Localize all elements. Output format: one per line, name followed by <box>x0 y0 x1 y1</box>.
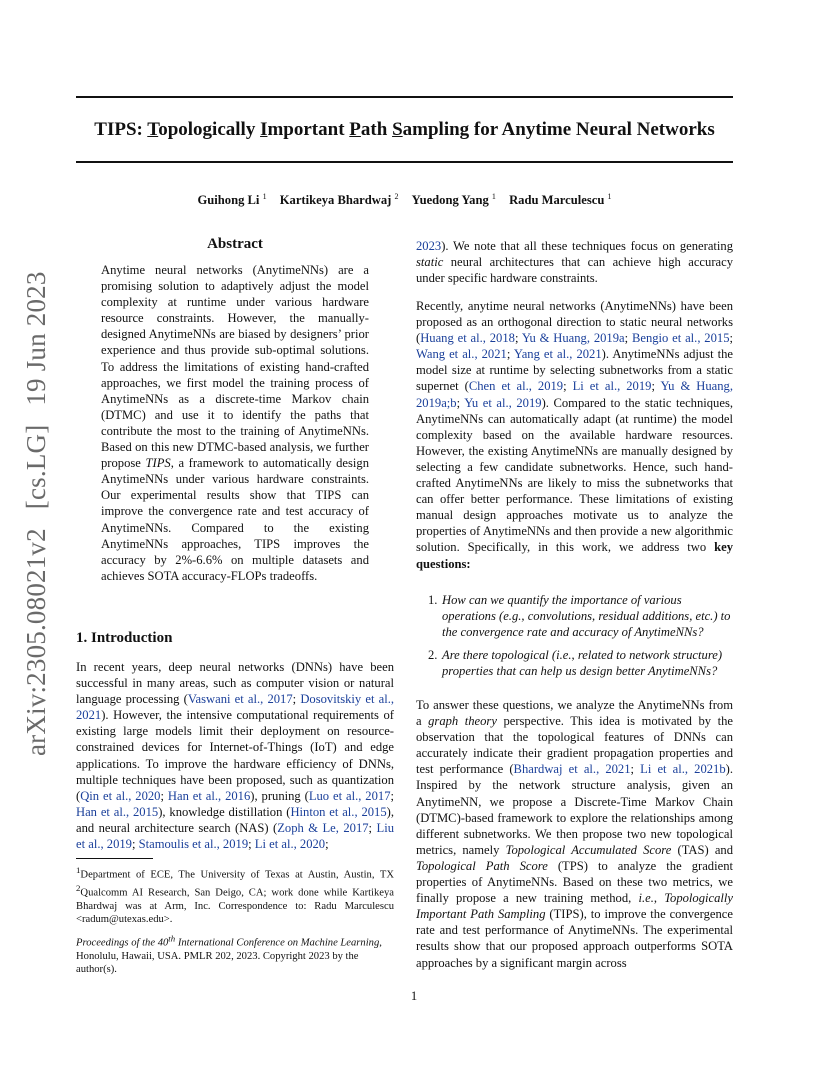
question-item: 1. How can we quantify the importance of various operations (e.g., convolutions, residual additions, etc.) to the convergence rate and accuracy of AnytimeNNs? <box>428 593 731 640</box>
citation-link[interactable]: Dosovitskiy et al., 2021 <box>76 692 395 723</box>
citation-link[interactable]: Li et al., 2021b <box>640 762 726 777</box>
citation-link[interactable]: Yu et al., 2019 <box>464 395 542 410</box>
page-number: 1 <box>410 989 418 1003</box>
title-bottom-rule <box>76 161 733 163</box>
author: Radu Marculescu $^1$ <box>509 192 612 208</box>
author: Kartikeya Bhardwaj $^2$ <box>279 192 399 208</box>
citation-link[interactable]: Bhardwaj et al., 2021 <box>513 762 631 777</box>
author-list <box>76 192 733 208</box>
citation-link[interactable]: Chen et al., 2019 <box>468 379 564 394</box>
author: Yuedong Yang $^1$ <box>411 192 496 208</box>
citation-link[interactable]: Zoph & Le, 2017 <box>277 820 369 835</box>
affiliation-footnote: $^1$Department of ECE, The University of Texas at Austin, Austin, TX $^2$Qualcomm AI Research, San Deigo, CA; work done while Kartikeya Bhardwaj was at Arm, Inc. Correspondence to: Radu Marculescu <radum@utexas.edu>. <box>76 865 394 926</box>
footnote-rule <box>76 858 153 859</box>
citation-link[interactable]: Li et al., 2019 <box>572 379 652 394</box>
abstract-text: Anytime neural networks (AnytimeNNs) are a promising solution to adaptively adjust the model complexity at runtime under various hardware resource constraints. However, the manually-designed AnytimeNNs are biased by designers’ prior experience and thus provide sub-optimal solutions. To address the limitations of existing hand-crafted approaches, we first model the training process of AnytimeNNs as a discrete-time Markov chain (DTMC) and use it to identify the paths that contribute the most to the training of AnytimeNNs. Based on this new DTMC-based analysis, we further propose TIPS, a framework to automatically design AnytimeNNs under various hardware constraints. Our experimental results show that TIPS can improve the convergence rate and test accuracy of AnytimeNNs. Compared to the existing AnytimeNNs approaches, TIPS improves the accuracy by 2%-6.6% on multiple datasets and achieves SOTA accuracy-FLOPs tradeoffs. <box>101 263 369 583</box>
introduction-paragraph: In recent years, deep neural networks (DNNs) have been successful in many areas, such as computer vision or natural language processing (Vaswani et al., 2017; Dosovitskiy et al., 2021). However, the intensive computational requirements of existing large models limit their deployment on resource-constrained devices for Internet-of-Things (IoT) and edge applications. To improve the hardware efficiency of DNNs, multiple techniques have been proposed, such as quantization (Qin et al., 2020; Han et al., 2016), pruning (Luo et al., 2017; Han et al., 2015), knowledge distillation (Hinton et al., 2015), and neural architecture search (NAS) (Zoph & Le, 2017; Liu et al., 2019; Stamoulis et al., 2019; Li et al., 2020; <box>76 660 395 852</box>
citation-link[interactable]: Han et al., 2015 <box>76 804 159 819</box>
citation-link[interactable]: Li et al., 2020 <box>254 837 326 852</box>
arxiv-id: arXiv:2305.08021v2 <box>21 528 51 756</box>
citation-link[interactable]: Wang et al., 2021 <box>416 347 507 362</box>
question-item: 2. Are there topological (i.e., related to network structure) properties that can help us design better AnytimeNNs? <box>428 648 723 679</box>
arxiv-watermark <box>16 271 56 762</box>
paragraph: Recently, anytime neural networks (AnytimeNNs) have been proposed as an orthogonal direction to static neural networks (Huang et al., 2018; Yu & Huang, 2019a; Bengio et al., 2015; Wang et al., 2021; Yang et al., 2021). AnytimeNNs adjust the model size at runtime by selecting subnetworks from a static supernet (Chen et al., 2019; Li et al., 2019; Yu & Huang, 2019a;b; Yu et al., 2019). Compared to the static techniques, AnytimeNNs can automatically adapt (at runtime) the model complexity based on the available hardware resources. However, the existing AnytimeNNs are manually designed by selecting a few candidate subnetworks. Hence, such hand-crafted AnytimeNNs are likely to miss the subnetworks that can offer better performance. These limitations of existing manual design approaches motivate us to analyze the properties of AnytimeNNs and then provide a new algorithmic solution. Specifically, in this work, we address two key questions: <box>416 299 733 571</box>
paper-title: TIPS: Topologically Important Path Sampling for Anytime Neural Networks <box>94 119 715 140</box>
citation-link[interactable]: Han et al., 2016 <box>167 788 251 803</box>
paragraph: 2023). We note that all these techniques focus on generating static neural architectures that can achieve high accuracy under specific hardware constraints. <box>416 239 733 286</box>
citation-link[interactable]: Vaswani et al., 2017 <box>187 692 293 707</box>
abstract-heading: Abstract <box>207 236 263 252</box>
citation-link[interactable]: Huang et al., 2018 <box>420 331 515 346</box>
title-top-rule <box>76 96 733 98</box>
paragraph: To answer these questions, we analyze the AnytimeNNs from a graph theory perspective. This idea is motivated by the observation that the topological features of DNNs can accurately indicate their gradient propagation properties and test performance (Bhardwaj et al., 2021; Li et al., 2021b). Inspired by the network structure analysis, given an AnytimeNN, we propose a Discrete-Time Markov Chain (DTMC)-based framework to explore the relationships among different subnetworks. We then propose two new topological metrics, namely Topological Accumulated Score (TAS) and Topological Path Score (TPS) to analyze the gradient properties of AnytimeNNs. Based on these two metrics, we finally propose a new training method, i.e., Topologically Important Path Sampling (TIPS), to improve the convergence rate and test performance of AnytimeNNs. The experimental results show that our proposed approach outperforms SOTA approaches by a significant margin across <box>416 698 733 970</box>
citation-link[interactable]: Yu & Huang, 2019a <box>521 331 625 346</box>
author: Guihong Li $^1$ <box>197 192 267 208</box>
citation-link[interactable]: 2023 <box>416 239 442 253</box>
citation-link[interactable]: Luo et al., 2017 <box>308 788 391 803</box>
citation-link[interactable]: Liu et al., 2019 <box>76 820 394 852</box>
citation-link[interactable]: Hinton et al., 2015 <box>290 804 387 819</box>
proceedings-note: Proceedings of the 40th International Conference on Machine Learning, Honolulu, Hawaii, USA. PMLR 202, 2023. Copyright 2023 by the author(s). <box>76 933 382 976</box>
citation-link[interactable]: Bengio et al., 2015 <box>631 331 730 346</box>
citation-link[interactable]: Stamoulis et al., 2019 <box>138 837 249 852</box>
arxiv-date: 19 Jun 2023 <box>21 271 51 406</box>
citation-link[interactable]: Yu & Huang, 2019a;b <box>416 379 733 410</box>
section-heading-introduction: 1. Introduction <box>76 630 173 646</box>
arxiv-category: [cs.LG] <box>21 424 51 510</box>
citation-link[interactable]: Qin et al., 2020 <box>80 788 161 803</box>
citation-link[interactable]: Yang et al., 2021 <box>513 347 602 362</box>
